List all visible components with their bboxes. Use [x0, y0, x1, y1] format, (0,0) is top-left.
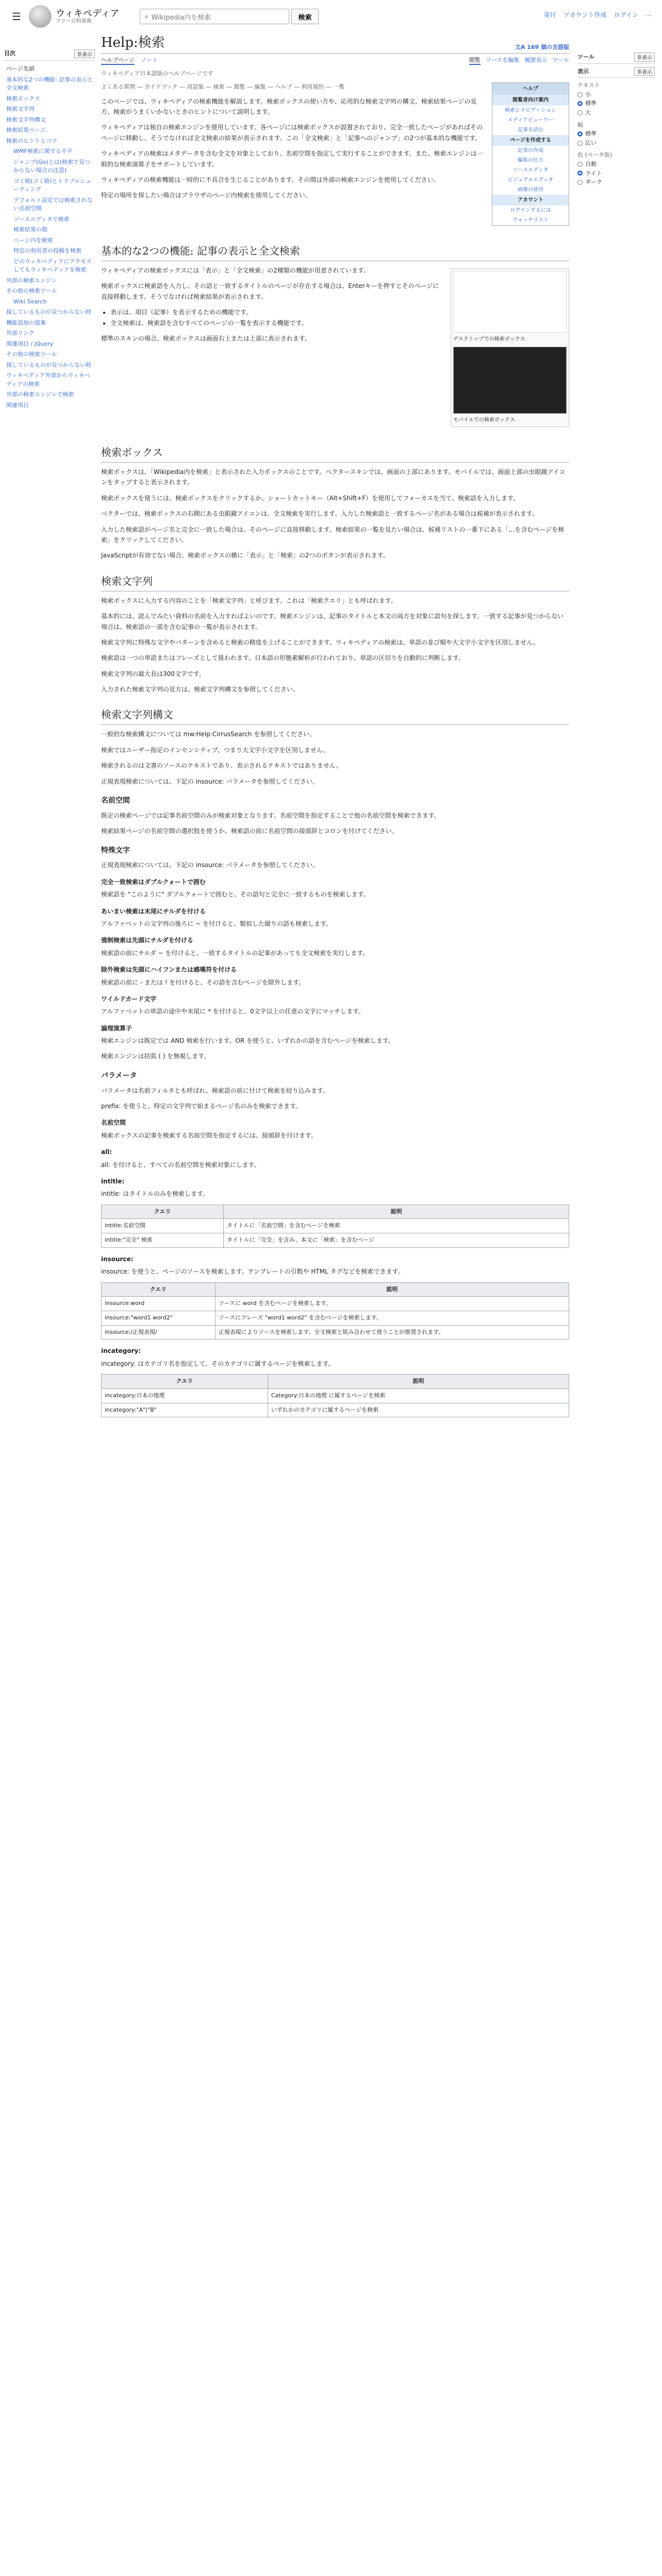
paragraph: 検索エンジンは括弧 ( ) を無視します。 [101, 1053, 210, 1060]
logo-wordmark: ウィキペディア [56, 8, 120, 19]
toc-item[interactable]: ジャンプ(Go)とは(検索で見つからない場合の注意) [13, 158, 90, 174]
tab-edit-source[interactable]: ソースを編集 [485, 57, 520, 63]
tab-help-page[interactable]: ヘルプページ [101, 56, 135, 65]
navbox-link[interactable]: 編集の仕方 [518, 158, 543, 163]
navbox-link[interactable]: 画像の使用 [518, 187, 543, 193]
navbox-link[interactable]: ビジュアルエディタ [507, 177, 554, 183]
help-topbar: よくある質問 ― ガイドブック ― 用語集 ― 検索 ― 閲覧 ― 編集 ― ヘルプ ― 利用規約 ― 一覧 [101, 83, 345, 90]
search-icon: ⌕ [144, 12, 148, 21]
paragraph: 検索エンジンは既定では AND 検索を行います。OR を使うと、いずれかの語を含むページを検索します。 [101, 1037, 394, 1045]
paragraph: all: を付けると、すべての名前空間を検索対象にします。 [101, 1161, 260, 1168]
subsubsection-heading: 完全一致検索はダブルクォートで囲む [101, 878, 206, 886]
subsection-heading: 名前空間 [101, 796, 130, 805]
tab-read[interactable]: 閲覧 [469, 56, 481, 65]
section-heading: 基本的な2つの機能: 記事の表示と全文検索 [101, 242, 569, 261]
login-link[interactable]: ログイン [614, 11, 638, 19]
table-cell: タイトルに「名前空間」を含むページを検索 [224, 1219, 569, 1233]
table-header: クエリ [102, 1375, 268, 1389]
table-row [102, 1325, 569, 1340]
table-header: クエリ [102, 1205, 224, 1219]
radio-selected-icon [577, 101, 583, 106]
paragraph: 検索語の前にチルダ ~ を付けると、一致するタイトルの記事があっても全文検索を実行します。 [101, 949, 369, 957]
toc-item[interactable]: Wiki Search [13, 298, 47, 305]
radio-icon [577, 110, 583, 115]
table-cell: Category:日本の地理 に属するページを検索 [268, 1388, 569, 1403]
paragraph: 検索文字列に特殊な文字やパターンを含めると検索の精度を上げることができます。ウィキペディアの検索は、単語の並び順や大文字小文字を区別しません。 [101, 638, 539, 646]
tab-talk[interactable]: ノート [141, 57, 158, 63]
header [0, 0, 662, 33]
logo-tagline: フリー百科事典 [56, 19, 92, 25]
subsubsection-heading: intitle: [101, 1178, 125, 1185]
subsubsection-heading: 論理演算子 [101, 1024, 133, 1032]
subsubsection-heading: 除外検索は先頭にハイフンまたは感嘆符を付ける [101, 966, 237, 974]
paragraph: 入力された検索文字列の見方は、検索文字列構文を参照してください。 [101, 686, 300, 693]
toc-item[interactable]: 探しているものが見つからない時 [6, 361, 91, 368]
paragraph: パラメータは名前フィルタとも呼ばれ、検索語の前に付けて検索を絞り込みます。 [101, 1087, 329, 1094]
figure-caption: モバイルでの検索ボックス [453, 417, 515, 423]
paragraph: アルファベットの文字列の後ろに ~ を付けると、類似した綴りの語も検索します。 [101, 920, 333, 927]
radio-selected-icon [577, 131, 583, 137]
subsection-heading: パラメータ [101, 1071, 137, 1080]
search-input[interactable] [140, 9, 289, 24]
toc-item[interactable]: 探しているものが見つからない時 [6, 309, 91, 315]
user-links [544, 10, 652, 19]
paragraph: 検索語を "このように" ダブルクォートで囲むと、その語句と完全に一致するものを検索します。 [101, 891, 370, 899]
mobile-search-screenshot[interactable] [453, 347, 567, 414]
width-label: 幅 [577, 121, 583, 128]
globe-logo-icon [29, 5, 52, 28]
paragraph: 検索ボックスを使うには、検索ボックスをクリックするか、ショートカットキー（Alt+Shift+F）を使用してフォーカスを当て、検索語を入力します。 [101, 494, 520, 502]
navbox-link[interactable]: 記事を読む [518, 127, 543, 133]
list-item: • 表示は、項目（記事）を表示するための機能です。 [110, 307, 569, 317]
section-heading: 検索ボックス [101, 444, 569, 463]
toc-item[interactable]: 関連項目 / jQuery [6, 340, 54, 347]
intitle-table [101, 1205, 569, 1248]
paragraph: ウィキペディアの検索ボックスには「表示」と「全文検索」の2種類の機能が用意されています。 [101, 267, 370, 274]
table-cell: insource:"word1 word2" [102, 1311, 216, 1326]
radio-icon [577, 162, 583, 167]
text-size-small[interactable]: 小 [577, 90, 655, 99]
page-tagline: ウィキペディア日本語版のヘルプページです [101, 70, 213, 77]
table-cell: insource:word [102, 1297, 216, 1311]
toc-item[interactable]: 検索文字列 [6, 106, 35, 112]
radio-icon [577, 141, 583, 146]
navbox-link[interactable]: ソースエディタ [512, 167, 549, 173]
site-logo[interactable] [29, 5, 119, 28]
paragraph: このページでは、ウィキペディアの検索機能を解説します。検索ボックスの使い方や、応用的な検索文字列の構文、検索結果ページの見方、検索がうまくいかないときのヒントについて説明します。 [101, 97, 477, 116]
navbox-section: 閲覧者向け案内 [492, 95, 569, 106]
paragraph: 基本的には、読んでみたい資料の名前を入力すればよいのです。検索エンジンは、記事のタイトルと本文の両方を対象に語句を探します。一致する記事が見つからない場合は、検索語の一部を含む記事の一覧が表示されます。 [101, 613, 564, 631]
toc-item[interactable]: ゴミ箱(ゴミ箱)とトラブルシューティング [13, 177, 91, 193]
paragraph: アルファベットの単語の途中や末尾に * を付けると、0文字以上の任意の文字にマッチします。 [101, 1008, 365, 1015]
help-navbox [492, 82, 569, 226]
table-cell: いずれかのカテゴリに属するページを検索 [268, 1403, 569, 1417]
toc-item[interactable]: 特定の利用者の投稿を検索 [13, 247, 81, 254]
tools-title: ツール [577, 54, 594, 60]
paragraph: JavaScriptが有効でない場合、検索ボックスの横に「表示」と「検索」の2つのボタンが表示されます。 [101, 552, 389, 560]
navbox-section: ページを作成する [492, 135, 569, 146]
subsubsection-heading: insource: [101, 1255, 134, 1263]
paragraph: 入力した検索語がページ名と完全に一致した場合は、そのページに直接移動します。検索結果の一覧を見たい場合は、候補リストの一番下にある「…を含むページを検索」をクリックしてください。 [101, 526, 565, 544]
navbox-title: ヘルプ [492, 83, 569, 95]
table-cell: タイトルに「完全」を含み、本文に「検索」を含むページ [224, 1233, 569, 1248]
incategory-table [101, 1374, 569, 1417]
toc-item[interactable]: 検索文字列構文 [6, 116, 46, 123]
toc-item[interactable]: どのウィキペディアにアクセスしてもウィキペディアを検索 [13, 258, 92, 273]
toc-item[interactable]: WMF検索に関する不平 [13, 148, 73, 155]
subsubsection-heading: 名前空間 [101, 1119, 126, 1127]
toc-item[interactable]: 外部の検索エンジン [6, 277, 57, 284]
paragraph: 検索ボックスは、「Wikipedia内を検索」と表示された入力ボックスのことです。ベクタースキンでは、画面の上部にあります。モバイルでは、画面上部の虫眼鏡アイコンをタップすると表示されます。 [101, 468, 565, 486]
toc-item[interactable]: ページ先頭 [6, 65, 35, 72]
tab-tools[interactable]: ツール [552, 57, 569, 63]
toc-item[interactable]: 機能追加の提案 [6, 319, 46, 326]
paragraph: 正規表現検索については、下記の insource: パラメータを参照してください。 [101, 777, 319, 785]
appearance-hide-button[interactable]: 非表示 [634, 67, 655, 76]
paragraph: 特定の場所を探したい場合はブラウザのページ内検索を使用してください。 [101, 192, 311, 199]
paragraph: ウィキペディアの検索はメタデータを含む全文を対象としており、名前空間を指定して実行することができます。また、検索エンジンは一般的な検索演算子をサポートしています。 [101, 150, 483, 168]
table-cell[interactable]: incategory:日本の地理 [102, 1388, 268, 1403]
table-of-contents [4, 49, 95, 411]
table-row [102, 1233, 569, 1248]
paragraph: 標準のスキンの場合、検索ボックスは画面右上または上部に表示されます。 [101, 334, 311, 342]
toc-hide-button[interactable]: 非表示 [74, 49, 95, 58]
paragraph: 検索ボックスに入力する内容のことを「検索文字列」と呼びます。これは「検索クエリ」とも呼ばれます。 [101, 597, 397, 604]
toc-item[interactable]: デフォルト設定では検索されない名前空間 [13, 196, 93, 212]
toc-list [4, 64, 95, 411]
paragraph: 検索ボックスの記事を検索する名前空間を指定するには、接頭辞を付けます。 [101, 1131, 317, 1139]
subsubsection-heading: all: [101, 1148, 112, 1156]
list-item: • 全文検索は、検索語を含むすべてのページの一覧を表示する機能です。 [110, 318, 569, 328]
subsubsection-heading: ワイルドカード文字 [101, 995, 157, 1003]
toc-item[interactable]: 検索結果ページ [6, 127, 46, 133]
navbox-link[interactable]: ウォッチリスト [512, 217, 549, 223]
subsubsection-heading: incategory: [101, 1347, 141, 1355]
table-header: クエリ [102, 1282, 216, 1297]
table-cell[interactable]: intitle:名前空間 [102, 1219, 224, 1233]
table-header: 説明 [215, 1282, 569, 1297]
subsubsection-heading: あいまい検索は末尾にチルダを付ける [101, 907, 206, 915]
width-standard[interactable]: 標準 [577, 129, 655, 139]
donate-link[interactable]: 寄付 [543, 11, 556, 19]
color-light[interactable]: ライト [577, 169, 655, 178]
menu-icon[interactable]: ☰ [12, 10, 21, 23]
table-cell[interactable]: intitle:"完全" 検索 [102, 1233, 224, 1248]
color-dark[interactable]: ダーク [577, 178, 655, 187]
appearance-title: 表示 [577, 67, 589, 75]
toc-item[interactable]: その他の検索ツール [6, 351, 57, 358]
paragraph: prefix: を使うと、特定の文字列で始まるページ名のみを検索できます。 [101, 1103, 302, 1110]
toc-item[interactable]: 基本的な2つの機能: 記事の表示と全文検索 [6, 76, 93, 91]
tools-hide-button[interactable]: 非表示 [634, 53, 655, 62]
create-account-link[interactable]: アカウント作成 [563, 11, 607, 19]
page-tabs [101, 56, 569, 65]
radio-icon [577, 180, 583, 185]
paragraph: 一般的な検索構文については mw:Help:CirrusSearch を参照してください。 [101, 731, 316, 738]
paragraph: 既定の検索ページでは記事名前空間のみが検索対象となります。名前空間を指定することで他の名前空間を検索できます。 [101, 811, 440, 819]
toc-item[interactable]: その他の検索ツール [6, 287, 57, 294]
figure [451, 268, 569, 427]
radio-selected-icon [577, 171, 583, 176]
search-form [140, 9, 318, 24]
page-title: Help:検索 [101, 35, 165, 50]
table-row [102, 1297, 569, 1311]
toc-item[interactable]: 外部の検索エンジンで検索 [6, 391, 74, 398]
article-body [101, 82, 569, 1417]
text-size-standard[interactable]: 標準 [577, 99, 655, 108]
more-menu-icon[interactable]: … [646, 10, 652, 18]
paragraph: 検索文字列の最大長は300文字です。 [101, 670, 205, 677]
section-heading: 検索文字列 [101, 572, 569, 591]
table-header: 説明 [268, 1375, 569, 1389]
toc-title: 目次 [4, 50, 15, 57]
width-wide[interactable]: 広い [577, 139, 655, 148]
figure-caption: デスクトップでの検索ボックス [453, 336, 525, 342]
desktop-search-screenshot[interactable] [453, 271, 567, 333]
table-cell: ソースに word を含むページを検索します。 [215, 1297, 569, 1311]
insource-table [101, 1282, 569, 1340]
paragraph: ウィキペディアは独自の検索エンジンを使用しています。各ページには検索ボックスが設置されており、完全一致したページがあればそのページに移動し、そうでなければ全文検索の結果が表示されます。この「全文検索」と「記事へのジャンプ」の2つが基本的な機能です。 [101, 124, 483, 142]
paragraph: 検索ボックスに検索語を入力し、その語と一致するタイトルのページが存在する場合は、Enterキーを押すとそのページに直接移動します。そうでなければ検索結果が表示されます。 [101, 282, 439, 300]
navbox-link[interactable]: 検索とナビゲーション [505, 108, 556, 113]
paragraph: 検索結果ページの名前空間の選択肢を使うか、検索語の前に名前空間の接頭辞とコロンを付けてください。 [101, 827, 398, 835]
table-cell: 正規表現によりソースを検索します。全文検索と組み合わせて使うことが推奨されます。 [215, 1325, 569, 1340]
tab-history[interactable]: 履歴表示 [524, 57, 548, 63]
table-cell: insource:/正規表現/ [102, 1325, 216, 1340]
paragraph: 正規表現検索については、下記の insource: パラメータを参照してください。 [101, 861, 319, 869]
color-auto[interactable]: 自動 [577, 160, 655, 169]
toc-item[interactable]: ウィキペディア外部からウィキペディアの検索 [6, 372, 90, 387]
toc-item[interactable]: 検索ボックス [6, 95, 40, 102]
paragraph: ベクターでは、検索ボックスの右側にある虫眼鏡アイコンは、全文検索を実行します。入力した検索語と一致するページ名がある場合は候補が表示されます。 [101, 510, 538, 518]
table-cell[interactable]: incategory:"A"|"B" [102, 1403, 268, 1417]
subsubsection-heading: 強制検索は先頭にチルダを付ける [101, 937, 193, 944]
toc-item[interactable]: 検索のヒントとコツ [6, 137, 57, 144]
table-cell: ソースにフレーズ "word1 word2" を含むページを検索します。 [215, 1311, 569, 1326]
navbox-link[interactable]: ログインするには [510, 208, 551, 213]
search-button[interactable]: 検索 [291, 9, 318, 24]
navbox-link[interactable]: 記事の作成 [518, 148, 543, 154]
paragraph: intitle: はタイトルのみを検索します。 [101, 1190, 209, 1198]
table-row [102, 1388, 569, 1403]
navbox-section: アカウント [492, 195, 569, 206]
text-size-label: テキスト [577, 82, 600, 89]
subsection-heading: 特殊文字 [101, 846, 130, 855]
table-row [102, 1219, 569, 1233]
table-row [102, 1403, 569, 1417]
language-button[interactable]: 文A 169 個の言語版 [515, 44, 569, 50]
paragraph: 検索語は一つの単語またはフレーズとして扱われます。日本語の形態素解析が行われており、単語の区切りを自動的に判断します。 [101, 654, 465, 662]
navbox-link[interactable]: メディアビューワー [507, 117, 554, 123]
text-size-large[interactable]: 大 [577, 108, 655, 117]
paragraph: 検索語の前に - または ! を付けると、その語を含むページを除外します。 [101, 978, 305, 986]
table-row [102, 1311, 569, 1326]
section-heading: 検索文字列構文 [101, 706, 569, 725]
appearance-panel [577, 49, 655, 187]
paragraph: incategory: はカテゴリ名を指定して、そのカテゴリに属するページを検索します。 [101, 1360, 335, 1367]
color-label: 色 (ベータ版) [577, 151, 613, 159]
toc-item[interactable]: 検索結果の数 [13, 226, 47, 233]
toc-item[interactable]: 関連項目 [6, 401, 29, 409]
main-content [101, 32, 569, 1423]
paragraph: insource: を使うと、ページのソースを検索します。テンプレートの引数や HTML タグなどを検索できます。 [101, 1268, 404, 1276]
toc-item[interactable]: ソースエディタで検索 [13, 215, 70, 223]
paragraph: ウィキペディアの検索機能は一時的に不具合を生じることがあります。その間は外部の検索エンジンを使用してください。 [101, 176, 440, 184]
table-header: 説明 [224, 1205, 569, 1219]
radio-icon [577, 92, 583, 97]
search-placeholder: Wikipedia内を検索 [151, 13, 211, 22]
paragraph: 検索ではユーザー指定のインセンシティブ、つまり大文字小文字を区別しません。 [101, 746, 329, 754]
toc-item[interactable]: ページ内を検索 [13, 236, 53, 244]
toc-item[interactable]: 外部リンク [6, 330, 35, 336]
paragraph: 検索されるのは文書のソースのテキストであり、表示されるテキストではありません。 [101, 762, 342, 770]
